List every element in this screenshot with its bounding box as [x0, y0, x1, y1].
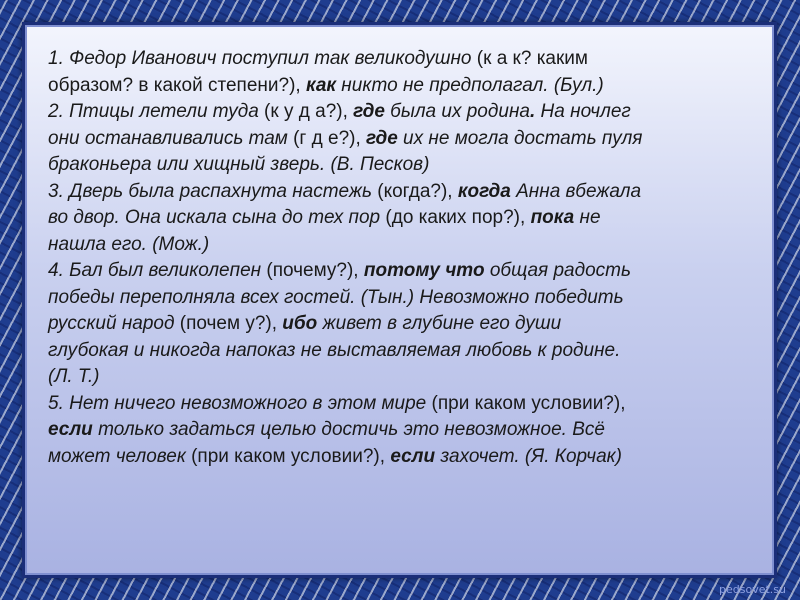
conjunction-word: . — [529, 101, 536, 122]
text-segment: (к а к? каким — [471, 48, 588, 69]
conjunction-word: если — [48, 419, 93, 440]
text-line — [48, 99, 758, 126]
text-line — [48, 417, 758, 444]
text-segment: (до каких пор?), — [380, 207, 531, 228]
text-line — [48, 311, 758, 338]
text-segment: Анна вбежала — [510, 180, 642, 202]
text-segment: захочет. (Я. Корчак) — [435, 445, 622, 467]
text-segment: браконьера или хищный зверь. (В. Песков) — [48, 154, 430, 175]
text-line — [48, 179, 758, 206]
text-segment: (почем у?), — [174, 313, 283, 334]
text-line — [48, 258, 758, 285]
conjunction-word: потому что — [363, 260, 485, 281]
text-segment: никто не предполагал. (Бул.) — [336, 74, 604, 96]
text-segment: живет в глубине его души — [317, 313, 562, 334]
text-line — [48, 338, 758, 365]
text-line — [48, 444, 758, 471]
watermark: pedsovet.su — [719, 583, 786, 596]
text-segment: нашла его. (Мож.) — [48, 233, 210, 255]
text-segment: русский народ — [48, 313, 175, 334]
text-segment: (к у д а?), — [258, 101, 354, 122]
text-segment: (почему?), — [261, 260, 364, 281]
text-segment: образом? в какой степени?), — [48, 74, 306, 96]
text-segment: общая радость — [484, 260, 631, 281]
conjunction-word: пока — [530, 207, 575, 228]
text-segment: 3. Дверь была распахнута настежь — [48, 180, 372, 202]
text-segment: 1. Федор Иванович поступил так великодушно — [48, 48, 472, 69]
conjunction-word: если — [390, 445, 436, 467]
text-segment: только задаться целью достичь это невозможное. Всё — [92, 419, 605, 440]
text-line — [48, 73, 758, 100]
text-line — [48, 152, 758, 179]
conjunction-word: где — [366, 127, 398, 149]
text-line — [48, 285, 758, 312]
conjunction-word: ибо — [282, 313, 318, 334]
text-segment: не — [574, 207, 601, 228]
text-block — [48, 46, 758, 470]
text-line — [48, 46, 758, 73]
text-segment: (при каком условии?), — [185, 445, 391, 467]
text-segment: (г д е?), — [287, 127, 367, 149]
text-segment: победы переполняла всех гостей. (Тын.) Невозможно победить — [48, 286, 624, 308]
conjunction-word: где — [353, 101, 385, 122]
text-segment: их не могла достать пуля — [397, 127, 643, 149]
text-line — [48, 232, 758, 259]
text-line — [48, 364, 758, 391]
text-segment: (при каком условии?), — [426, 392, 626, 414]
text-segment: (когда?), — [371, 180, 458, 202]
text-segment: была их родина — [384, 101, 530, 122]
conjunction-word: как — [305, 74, 337, 96]
conjunction-word: когда — [457, 180, 511, 202]
text-segment: 5. Нет ничего невозможного в этом мире — [48, 392, 427, 414]
text-segment: 2. Птицы летели туда — [48, 101, 259, 122]
text-line — [48, 126, 758, 153]
text-segment: может человек — [48, 445, 186, 467]
text-line — [48, 205, 758, 232]
text-line — [48, 391, 758, 418]
text-segment: На ночлег — [535, 101, 631, 122]
text-segment: (Л. Т.) — [48, 366, 100, 387]
text-segment: 4. Бал был великолепен — [48, 260, 262, 281]
text-segment: они останавливались там — [48, 127, 288, 149]
text-segment: глубокая и никогда напоказ не выставляемая любовь к родине. — [48, 339, 621, 361]
text-segment: во двор. Она искала сына до тех пор — [48, 207, 381, 228]
